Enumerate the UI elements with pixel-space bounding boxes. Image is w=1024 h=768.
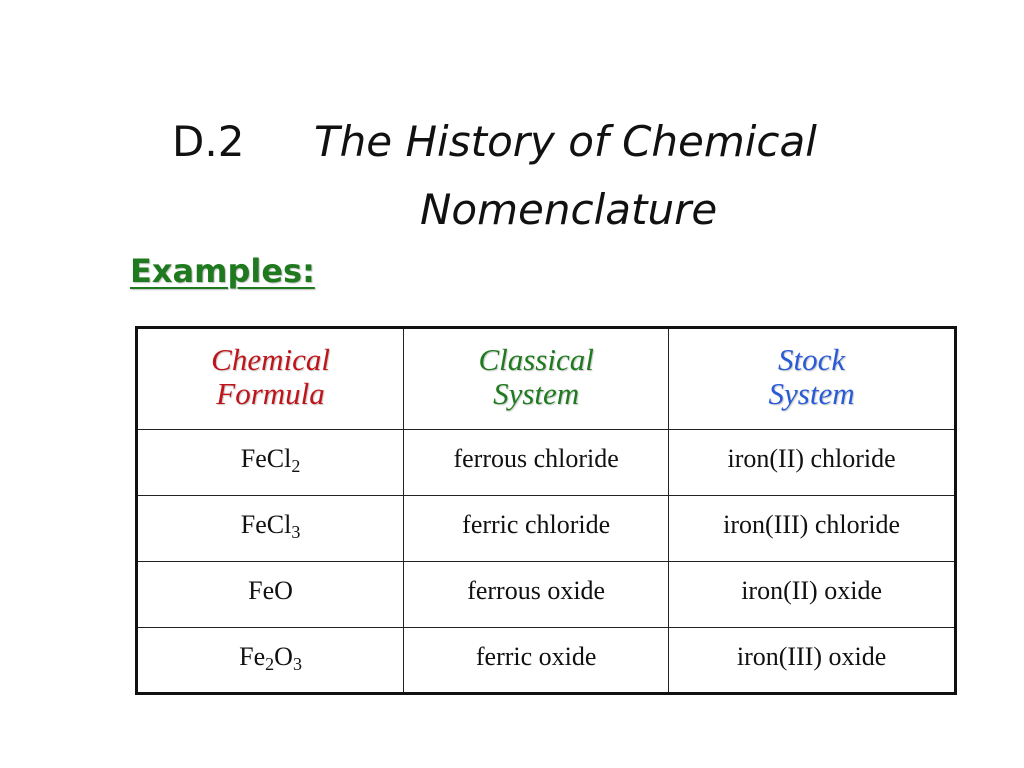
table-row [137,496,956,562]
header-line: System [493,376,580,411]
table-row [137,628,956,694]
stock-name-cell: iron(II) oxide [669,562,956,628]
header-line: System [768,376,855,411]
formula-cell [137,496,404,562]
formula-part: FeCl [240,444,292,473]
title-text-line-2: Nomenclature [420,185,718,234]
header-line: Formula [216,376,325,411]
header-line: Stock [778,342,846,377]
formula-cell [137,628,404,694]
classical-name-cell: ferric oxide [404,628,669,694]
header-classical-system [404,328,669,430]
header-line: Chemical [211,342,330,377]
stock-name-cell: iron(II) chloride [669,430,956,496]
classical-name-cell: ferrous chloride [404,430,669,496]
formula-part: O [274,642,293,671]
table-header-row [137,328,956,430]
formula-subscript: 2 [291,456,301,476]
header-chemical-formula [137,328,404,430]
title-number: D.2 [172,117,245,166]
title-line-1 [172,108,892,176]
formula-subscript: 3 [292,654,302,674]
classical-name-cell: ferric chloride [404,496,669,562]
formula-cell [137,430,404,496]
formula-part: FeO [248,576,293,605]
header-line: Classical [478,342,594,377]
formula-subscript: 2 [265,654,275,674]
stock-name-cell: iron(III) chloride [669,496,956,562]
formula-cell [137,562,404,628]
classical-name-cell: ferrous oxide [404,562,669,628]
table-row [137,562,956,628]
formula-part: FeCl [240,510,292,539]
formula-part: Fe [239,642,266,671]
header-stock-system [669,328,956,430]
nomenclature-table [135,326,957,695]
table-row [137,430,956,496]
formula-subscript: 3 [291,522,301,542]
title-text-line-1: The History of Chemical [314,117,817,166]
examples-heading: Examples: [130,252,315,290]
stock-name-cell: iron(III) oxide [669,628,956,694]
slide-title [172,108,892,244]
